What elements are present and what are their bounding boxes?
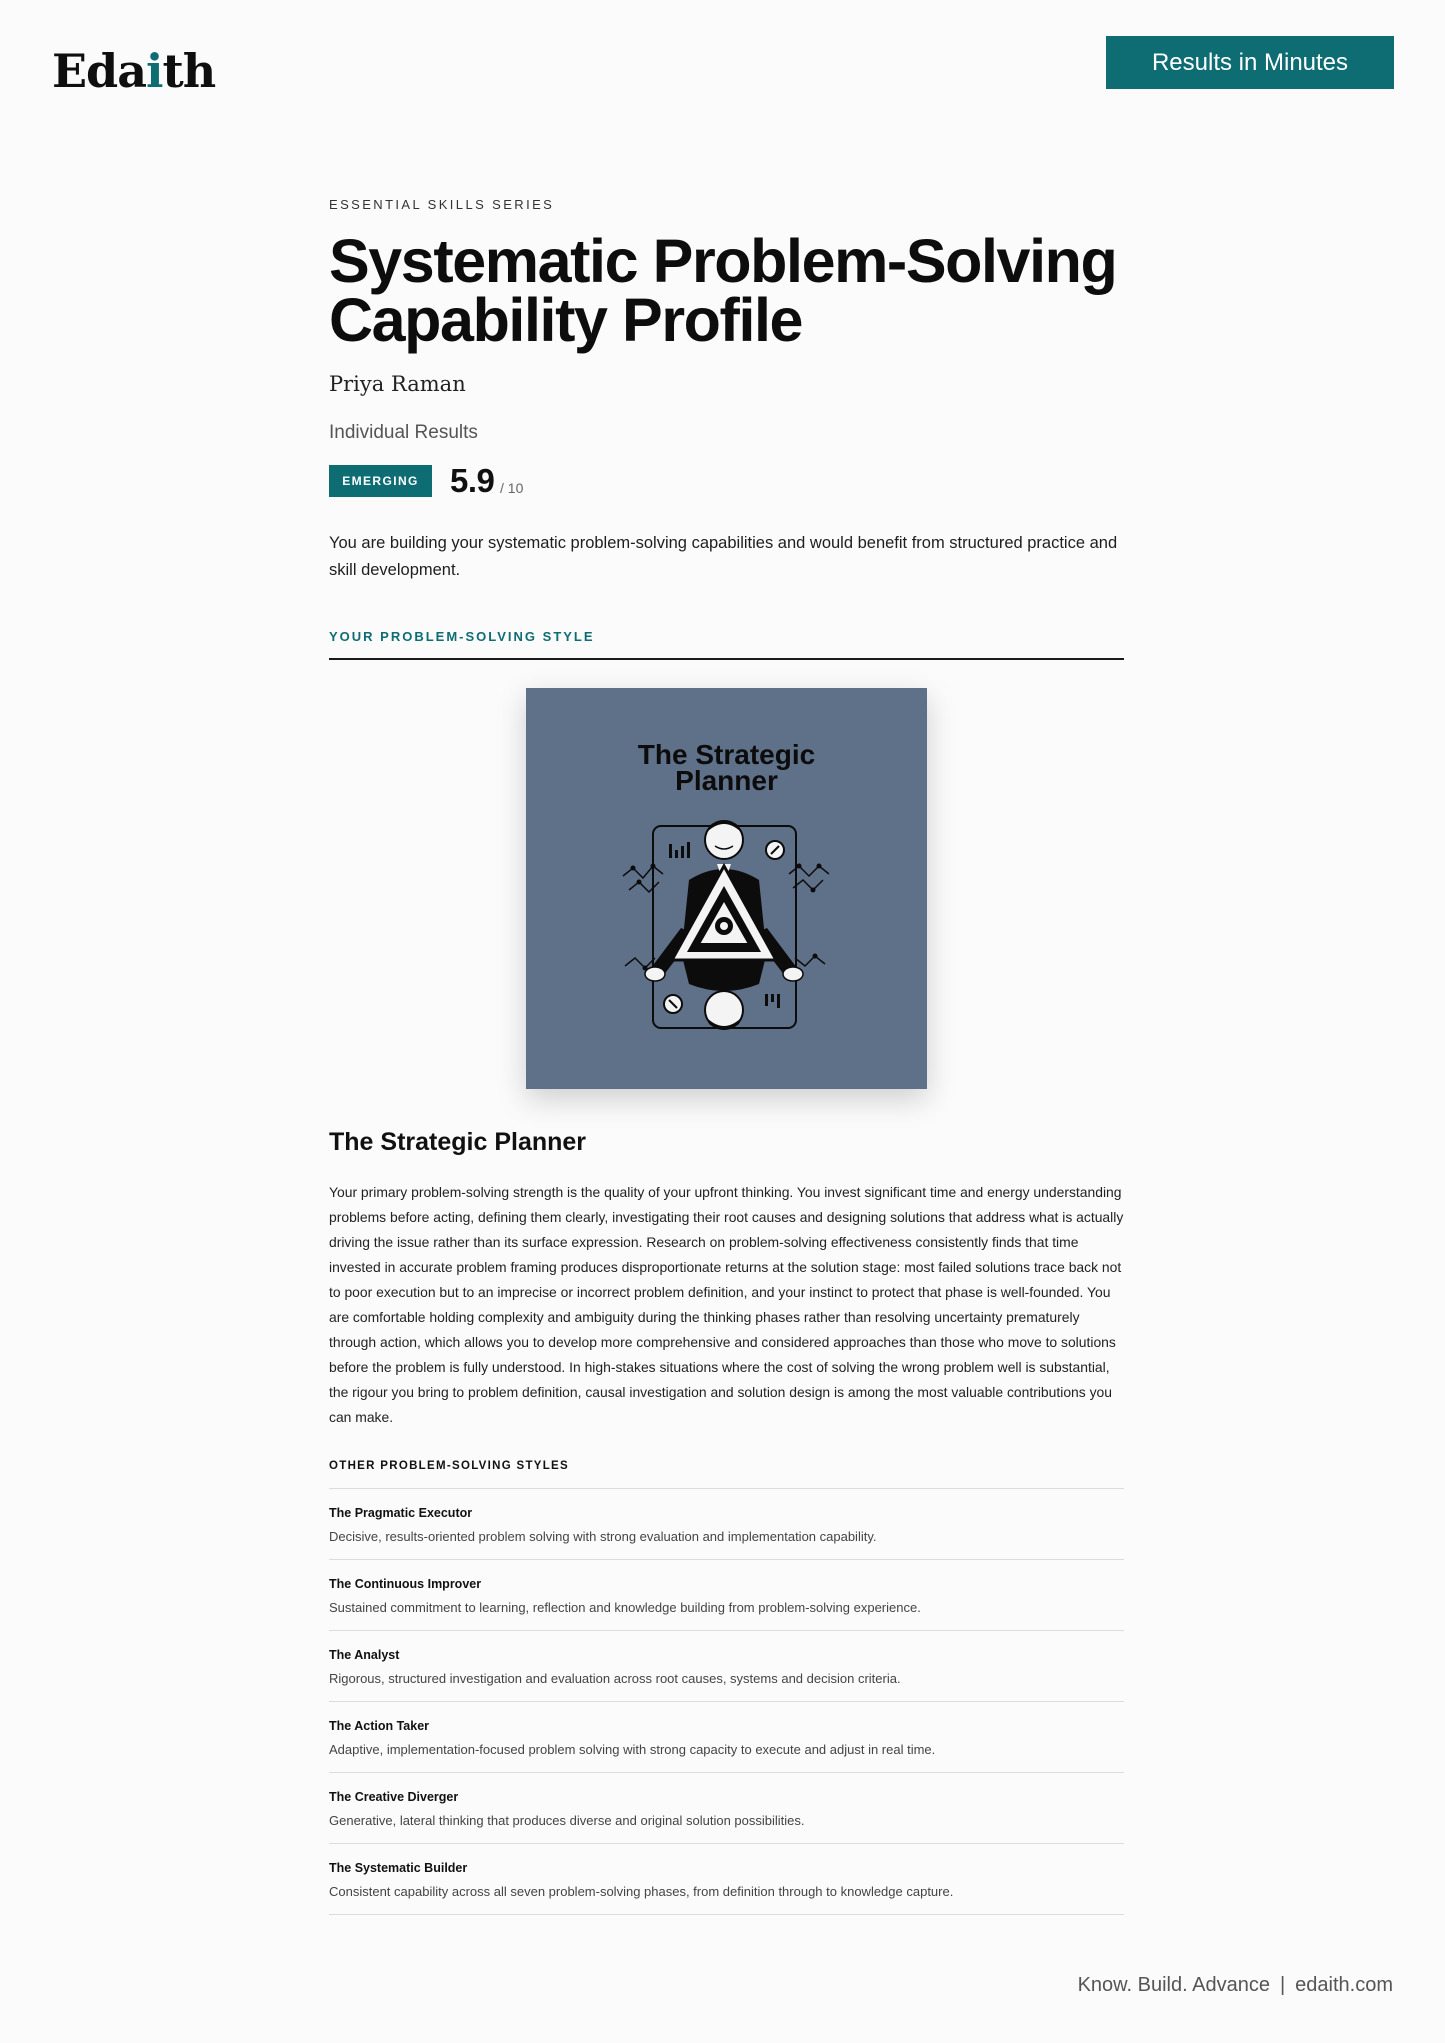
logo-text-accent: i — [146, 44, 163, 98]
list-item — [329, 1630, 1124, 1701]
strategic-planner-card-icon — [621, 808, 832, 1048]
logo-text-start: Eda — [52, 44, 147, 98]
list-item — [329, 1488, 1124, 1559]
results-label: Individual Results — [329, 422, 478, 443]
style-item-name: The Pragmatic Executor — [329, 1506, 473, 1520]
style-item-name: The Analyst — [329, 1648, 400, 1662]
page-title: Systematic Problem-Solving Capability Profile — [329, 227, 1117, 354]
footer-separator: | — [1279, 1974, 1286, 1996]
style-name-heading: The Strategic Planner — [329, 1128, 587, 1156]
list-item — [329, 1843, 1124, 1915]
footer-tagline: Know. Build. Advance — [1077, 1974, 1270, 1996]
footer — [1078, 1974, 1393, 1997]
list-item — [329, 1772, 1124, 1843]
style-item-name: The Continuous Improver — [329, 1577, 482, 1591]
logo[interactable] — [52, 44, 215, 98]
section-divider — [329, 658, 1124, 660]
status-badge: EMERGING — [329, 465, 432, 497]
style-card-title-line1: The Strategic — [637, 739, 816, 770]
style-item-name: The Systematic Builder — [329, 1861, 468, 1875]
style-description: Your primary problem-solving strength is the quality of your upfront thinking. You invest significant time and energy understanding problems before acting, defining them clearly, investigating their root causes and designing solutions that address what is actually driving the issue rather than its surface expression. Research on problem-solving effectiveness consistently finds that time invested in accurate problem framing produces disproportionate returns at the solution stage: most failed solutions trace back not to poor execution but to an imprecise or incorrect problem definition, and your instinct to protect that phase is well-founded. You are comfortable holding complexity and ambiguity during the thinking phases rather than resolving uncertainty prematurely through action, which allows you to develop more comprehensive and considered approaches than those who move to solutions before the problem is fully understood. In high-stakes situations where the cost of solving the wrong problem well is substantial, the rigour you bring to problem definition, causal investigation and solution design is among the most valuable contributions you can make. — [329, 1184, 1124, 1425]
summary-text: You are building your systematic problem-solving capabilities and would benefit from structured practice and skill development. — [329, 534, 1118, 579]
style-item-description: Decisive, results-oriented problem solving with strong evaluation and implementation capability. — [329, 1529, 877, 1544]
other-styles-heading: OTHER PROBLEM-SOLVING STYLES — [329, 1460, 570, 1472]
style-card-title-line2: Planner — [675, 765, 778, 796]
style-item-name: The Action Taker — [329, 1719, 430, 1733]
list-item — [329, 1701, 1124, 1772]
style-item-description: Rigorous, structured investigation and evaluation across root causes, systems and decision criteria. — [329, 1671, 901, 1686]
style-item-name: The Creative Diverger — [329, 1790, 459, 1804]
series-label: ESSENTIAL SKILLS SERIES — [329, 197, 555, 212]
logo-text-end: th — [162, 44, 216, 98]
style-item-description: Generative, lateral thinking that produces diverse and original solution possibilities. — [329, 1813, 805, 1828]
style-item-description: Adaptive, implementation-focused problem solving with strong capacity to execute and adjust in real time. — [329, 1742, 936, 1757]
section-heading-style: YOUR PROBLEM-SOLVING STYLE — [329, 629, 595, 644]
style-card — [526, 688, 927, 1089]
style-card-title — [526, 739, 927, 796]
style-item-description: Sustained commitment to learning, reflection and knowledge building from problem-solving experience. — [329, 1600, 921, 1615]
style-item-description: Consistent capability across all seven problem-solving phases, from definition through to knowledge capture. — [329, 1884, 954, 1899]
results-in-minutes-button[interactable]: Results in Minutes — [1106, 36, 1394, 89]
other-styles-list — [329, 1488, 1124, 1915]
score-max: / 10 — [500, 480, 524, 496]
score-value: 5.9 — [450, 462, 495, 499]
footer-site-link[interactable]: edaith.com — [1295, 1974, 1393, 1996]
person-name: Priya Raman — [329, 372, 466, 396]
list-item — [329, 1559, 1124, 1630]
